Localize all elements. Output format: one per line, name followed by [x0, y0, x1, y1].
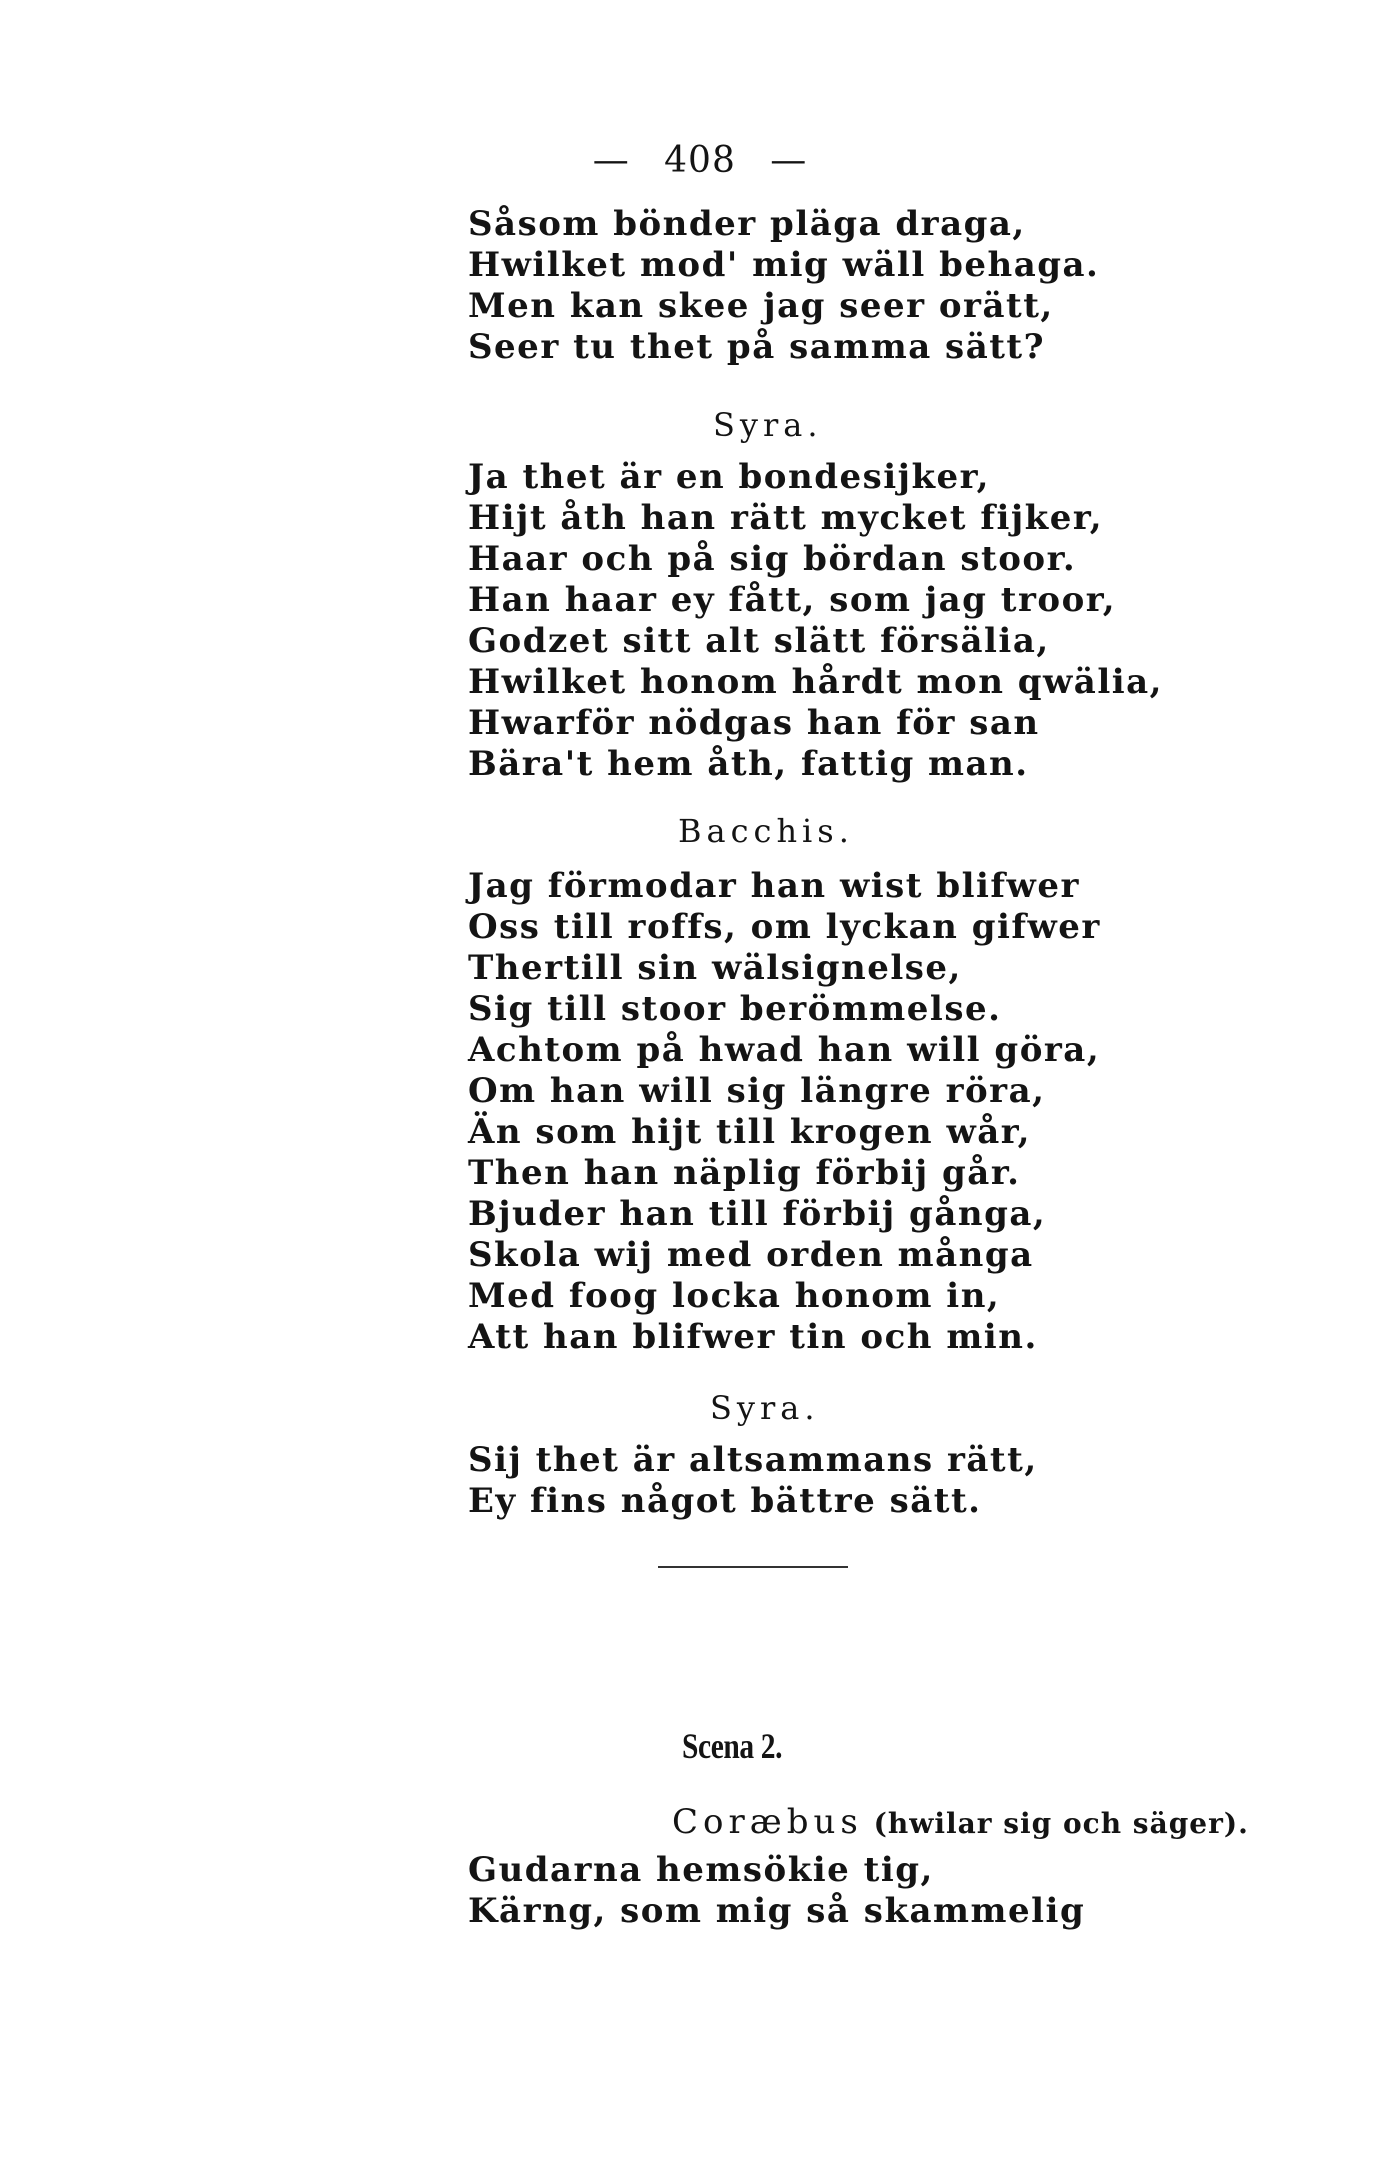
verse-line: Thertill sin wälsignelse, — [468, 948, 962, 988]
verse-line: Än som hijt till krogen wår, — [468, 1112, 1032, 1152]
verse-line: Skola wij med orden många — [468, 1235, 1034, 1275]
verse-line: Men kan skee jag seer orätt, — [468, 286, 1054, 326]
verse-line: Bära't hem åth, fattig man. — [468, 744, 1029, 784]
verse-line: Att han blifwer tin och min. — [468, 1317, 1038, 1357]
verse-line: Hwilket honom hårdt mon qwälia, — [468, 662, 1164, 702]
section-divider — [658, 1566, 848, 1568]
verse-line: Hwarför nödgas han för san — [468, 703, 1040, 743]
stage-direction-text: (hwilar sig och säger). — [873, 1807, 1249, 1840]
page-number: — 408 — — [592, 140, 808, 181]
verse-line: Han haar ey fått, som jag troor, — [468, 580, 1117, 620]
verse-block-5 — [468, 1850, 1288, 1932]
speaker-name-bacchis: Bacchis. — [678, 812, 854, 850]
verse-block-1 — [468, 204, 1288, 368]
verse-line: Gudarna hemsökie tig, — [468, 1850, 934, 1890]
speaker-name-coraebus: Coræbus — [672, 1802, 863, 1842]
verse-line: Ey fins något bättre sätt. — [468, 1481, 982, 1521]
verse-line: Sig till stoor berömmelse. — [468, 989, 1002, 1029]
scene-heading: Scena 2. — [682, 1726, 783, 1766]
verse-line: Kärng, som mig så skammelig — [468, 1891, 1086, 1931]
verse-block-2 — [468, 457, 1288, 785]
speaker-name-syra: Syra. — [713, 406, 823, 444]
verse-line: Jag förmodar han wist blifwer — [468, 866, 1080, 906]
verse-line: Haar och på sig bördan stoor. — [468, 539, 1077, 579]
verse-line: Hijt åth han rätt mycket fijker, — [468, 498, 1104, 538]
verse-line: Hwilket mod' mig wäll behaga. — [468, 245, 1100, 285]
verse-line: Bjuder han till förbij gånga, — [468, 1194, 1047, 1234]
verse-line: Ja thet är en bondesijker, — [468, 457, 990, 497]
verse-block-4 — [468, 1440, 1288, 1522]
verse-line: Godzet sitt alt slätt försälia, — [468, 621, 1050, 661]
verse-line: Med foog locka honom in, — [468, 1276, 1001, 1316]
verse-block-3 — [468, 866, 1288, 1358]
verse-line: Oss till roffs, om lyckan gifwer — [468, 907, 1101, 947]
verse-line: Seer tu thet på samma sätt? — [468, 327, 1046, 367]
verse-line: Om han will sig längre röra, — [468, 1071, 1046, 1111]
stage-direction — [672, 1802, 1249, 1842]
speaker-name-syra-2: Syra. — [710, 1389, 820, 1427]
verse-line: Såsom bönder pläga draga, — [468, 204, 1026, 244]
verse-line: Then han näplig förbij går. — [468, 1153, 1021, 1193]
verse-line: Sij thet är altsammans rätt, — [468, 1440, 1038, 1480]
verse-line: Achtom på hwad han will göra, — [468, 1030, 1101, 1070]
page-number-value: 408 — [664, 140, 736, 181]
